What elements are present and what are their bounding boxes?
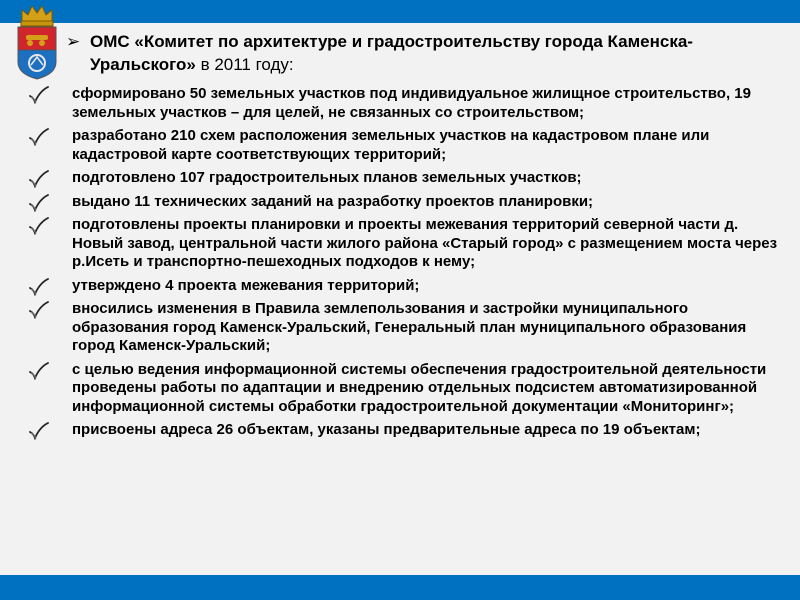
list-item-text: подготовлены проекты планировки и проекты межевания территорий северной части д. Новый завод, центральной части жилого района «Старый город» с размещением моста через р.Исеть и транспортно-пешеходных подходов к нему;: [72, 216, 778, 270]
achievement-list: [28, 85, 778, 445]
checkmark-icon: [28, 194, 50, 212]
list-item: [28, 85, 778, 122]
list-item-text: утверждено 4 проекта межевания территорий;: [72, 276, 420, 294]
title-tail: в 2011 году:: [195, 55, 294, 74]
list-item: [28, 169, 778, 188]
list-item: [28, 277, 778, 296]
list-item-text: подготовлено 107 градостроительных планов земельных участков;: [72, 169, 582, 186]
list-item-text: сформировано 50 земельных участков под индивидуальное жилищное строительство, 19 земельных участков – для целей, не связанных со строительством;: [72, 85, 751, 121]
checkmark-icon: [28, 362, 50, 380]
title-main: ОМС «Комитет по архитектуре и градостроительству города Каменска-Уральского»: [90, 32, 693, 74]
checkmark-icon: [28, 217, 50, 235]
list-item-text: с целью ведения информационной системы обеспечения градостроительной деятельности проведены работы по адаптации и внедрению отдельных подсистем автоматизированной информационной системы обработки градостроительной документации «Мониторинг»;: [72, 360, 767, 415]
city-coat-of-arms-icon: [12, 2, 62, 80]
list-item: [28, 300, 778, 356]
list-item-text: присвоены адреса 26 объектам, указаны предварительные адреса по 19 объектам;: [72, 421, 701, 438]
list-item-text: вносились изменения в Правила землепользования и застройки муниципального образования город Каменск-Уральский, Генеральный план муниципального образования город Каменск-Уральский;: [72, 300, 747, 354]
checkmark-icon: [28, 422, 50, 440]
list-item-text: выдано 11 технических заданий на разработку проектов планировки;: [72, 192, 594, 210]
checkmark-icon: [28, 128, 50, 146]
arrow-bullet-icon: ➢: [66, 32, 81, 51]
list-item: [28, 421, 778, 440]
top-accent-bar: [0, 0, 800, 23]
checkmark-icon: [28, 301, 50, 319]
checkmark-icon: [28, 278, 50, 296]
list-item: [28, 193, 778, 212]
bottom-accent-bar: [0, 575, 800, 600]
list-item: [28, 127, 778, 164]
list-item: [28, 361, 778, 417]
checkmark-icon: [28, 86, 50, 104]
list-item: [28, 216, 778, 272]
page-title: [66, 30, 780, 76]
list-item-text: разработано 210 схем расположения земельных участков на кадастровом плане или кадастровой карте соответствующих территорий;: [72, 127, 710, 163]
checkmark-icon: [28, 170, 50, 188]
